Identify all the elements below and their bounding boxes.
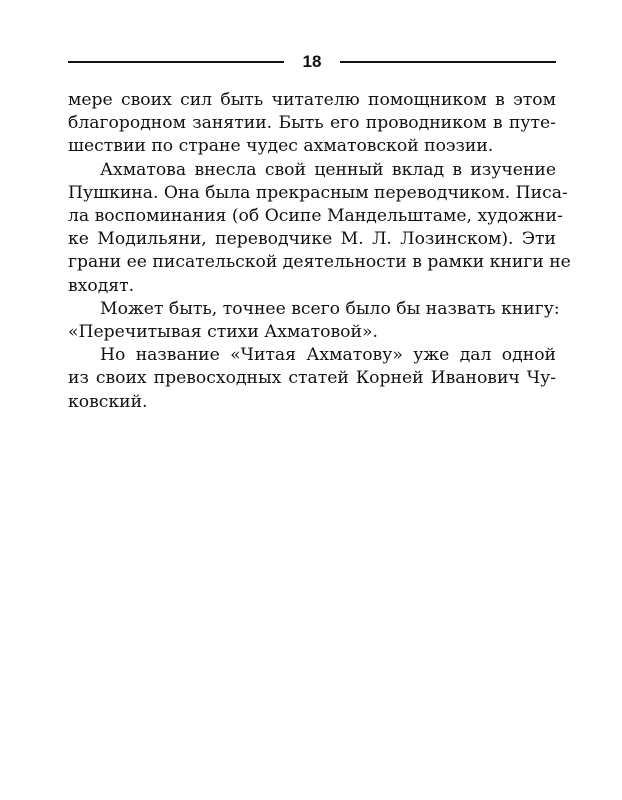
paragraph-2: [68, 159, 571, 298]
header-rule-left: [68, 61, 284, 63]
header-rule-right: [340, 61, 556, 63]
text-line: Пушкина. Она была прекрасным переводчиком. Писа-: [68, 182, 568, 203]
paragraph-1: [68, 89, 556, 159]
text-line: благородном занятии. Быть его проводником в путе-: [68, 113, 556, 134]
text-line: грани ее писательской деятельности в рамки книги не: [68, 252, 571, 273]
page-number: 18: [302, 52, 322, 71]
text-line: ковский.: [68, 391, 148, 412]
text-line: ла воспоминания (об Осипе Мандельштаме, художни-: [68, 206, 563, 227]
text-line: Ахматова внесла свой ценный вклад в изучение: [100, 159, 556, 180]
text-line: Может быть, точнее всего было бы назвать книгу:: [100, 298, 560, 319]
paragraph-3: [68, 298, 560, 344]
text-line: мере своих сил быть читателю помощником в этом: [68, 90, 556, 110]
text-line: из своих превосходных статей Корней Иванович Чу-: [68, 368, 556, 389]
text-line: Но название «Читая Ахматову» уже дал одной: [100, 345, 556, 366]
text-line: входят.: [68, 275, 135, 296]
page-header: [68, 50, 556, 74]
text-line: «Перечитывая стихи Ахматовой».: [68, 322, 378, 343]
text-line: шествии по стране чудес ахматовской поэзии.: [68, 136, 494, 157]
body-text: [68, 89, 571, 414]
paragraph-4: [68, 344, 556, 414]
text-line: ке Модильяни, переводчике М. Л. Лозинском). Эти: [68, 229, 556, 250]
